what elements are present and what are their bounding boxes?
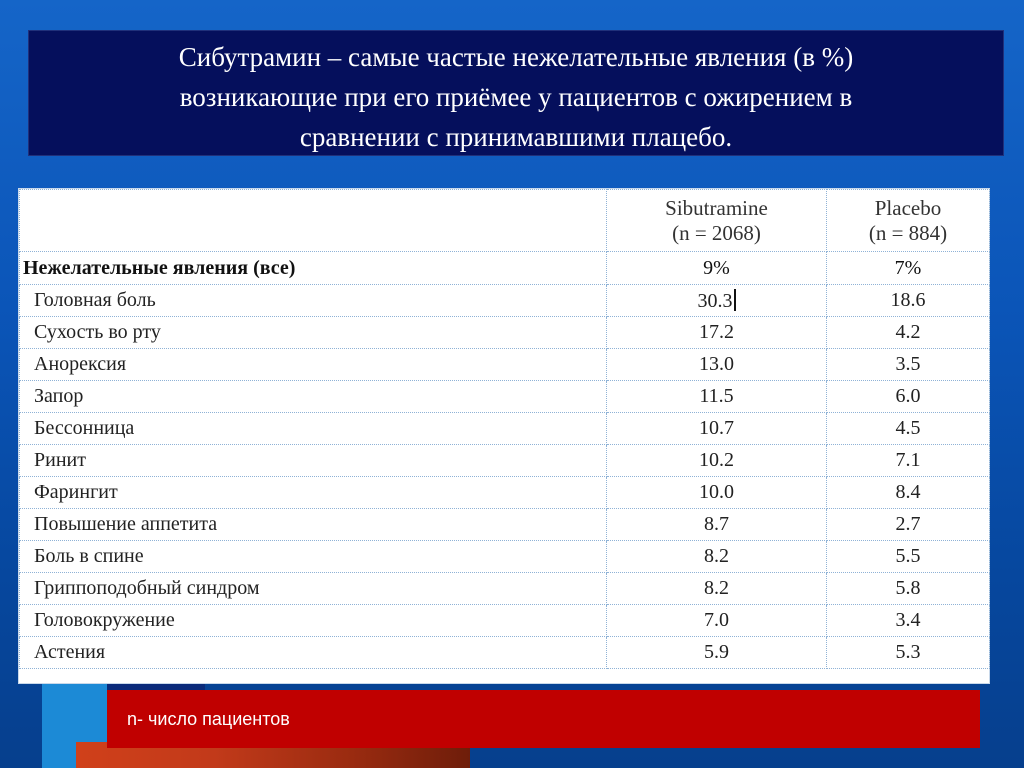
row-sibutramine-value-text: 8.7 xyxy=(704,513,729,535)
row-label xyxy=(20,541,607,573)
row-sibutramine-value xyxy=(607,541,827,573)
row-placebo-value-text: 5.8 xyxy=(895,577,921,599)
row-placebo-value-text: 4.2 xyxy=(895,321,921,343)
row-label-text: Фарингит xyxy=(34,481,118,503)
row-label-text: Ринит xyxy=(34,449,86,471)
table-row-all-events xyxy=(20,252,990,285)
row-placebo-value-text: 7.1 xyxy=(895,449,921,471)
row-placebo-value xyxy=(827,317,990,349)
row-placebo-value-text: 3.4 xyxy=(895,609,921,631)
row-label-text: Головная боль xyxy=(34,289,156,311)
adverse-events-table xyxy=(18,188,990,684)
row-placebo-value xyxy=(827,637,990,669)
row-placebo-value xyxy=(827,477,990,509)
row-placebo-value-text: 2.7 xyxy=(895,513,921,535)
row-label-text: Гриппоподобный синдром xyxy=(34,577,260,599)
header-sibutramine-name: Sibutramine xyxy=(665,195,768,220)
row-placebo-value xyxy=(827,509,990,541)
row-sibutramine-value xyxy=(607,285,827,317)
row-placebo-value xyxy=(827,605,990,637)
row-sibutramine-value-text: 17.2 xyxy=(699,321,734,343)
table-row xyxy=(20,605,990,637)
table-row xyxy=(20,381,990,413)
row-sibutramine-value-text: 5.9 xyxy=(704,641,729,663)
table-row xyxy=(20,541,990,573)
row-label xyxy=(20,637,607,669)
table-row xyxy=(20,413,990,445)
row-sibutramine-value xyxy=(607,445,827,477)
row-sibutramine-value xyxy=(607,637,827,669)
title-line-3: сравнении с принимавшими плацебо. xyxy=(299,122,733,152)
all-events-placebo: 7% xyxy=(827,252,990,285)
row-label-text: Повышение аппетита xyxy=(34,513,218,535)
header-placebo-n: (n = 884) xyxy=(868,220,948,245)
row-placebo-value xyxy=(827,349,990,381)
row-label-text: Головокружение xyxy=(34,609,175,631)
title-line-2: возникающие при его приёмее у пациентов с ожирением в xyxy=(179,82,853,112)
row-label-text: Астения xyxy=(34,641,106,663)
row-sibutramine-value-text: 7.0 xyxy=(704,609,729,631)
table-row xyxy=(20,317,990,349)
row-placebo-value-text: 5.3 xyxy=(895,641,921,663)
row-placebo-value-text: 18.6 xyxy=(890,289,926,311)
row-placebo-value xyxy=(827,573,990,605)
row-label xyxy=(20,317,607,349)
row-sibutramine-value xyxy=(607,349,827,381)
row-label-text: Анорексия xyxy=(34,353,127,375)
row-placebo-value xyxy=(827,541,990,573)
row-label-text: Боль в спине xyxy=(34,545,144,567)
table-header-row xyxy=(20,190,990,252)
row-sibutramine-value-text: 8.2 xyxy=(704,577,729,599)
row-placebo-value-text: 5.5 xyxy=(895,545,921,567)
row-placebo-value xyxy=(827,413,990,445)
row-label xyxy=(20,509,607,541)
row-sibutramine-value-text: 30.3 xyxy=(697,289,733,312)
row-label xyxy=(20,413,607,445)
table-row xyxy=(20,509,990,541)
header-sibutramine-n: (n = 2068) xyxy=(672,220,761,245)
row-sibutramine-value-text: 8.2 xyxy=(704,545,729,567)
table-row xyxy=(20,573,990,605)
header-placebo-name: Placebo xyxy=(874,195,942,220)
row-label xyxy=(20,285,607,317)
row-sibutramine-value-text: 10.7 xyxy=(699,417,734,439)
table-row xyxy=(20,477,990,509)
row-sibutramine-value xyxy=(607,381,827,413)
row-label xyxy=(20,349,607,381)
row-sibutramine-value xyxy=(607,509,827,541)
row-sibutramine-value-text: 13.0 xyxy=(699,353,734,375)
row-placebo-value-text: 4.5 xyxy=(895,417,921,439)
row-sibutramine-value xyxy=(607,605,827,637)
row-placebo-value-text: 3.5 xyxy=(895,353,921,375)
row-placebo-value xyxy=(827,381,990,413)
row-placebo-value-text: 6.0 xyxy=(895,385,921,407)
header-empty-cell xyxy=(20,190,607,252)
footnote-box xyxy=(107,690,980,748)
row-sibutramine-value xyxy=(607,413,827,445)
table-row xyxy=(20,637,990,669)
row-label xyxy=(20,605,607,637)
table-row xyxy=(20,349,990,381)
title-line-1: Сибутрамин – самые частые нежелательные явления (в %) xyxy=(178,42,854,72)
table-row xyxy=(20,445,990,477)
row-sibutramine-value-text: 10.2 xyxy=(699,449,734,471)
row-label-text: Запор xyxy=(34,385,84,407)
header-placebo xyxy=(827,190,990,252)
row-sibutramine-value xyxy=(607,477,827,509)
row-placebo-value-text: 8.4 xyxy=(895,481,921,503)
row-placebo-value xyxy=(827,445,990,477)
row-sibutramine-value xyxy=(607,317,827,349)
row-label xyxy=(20,445,607,477)
row-sibutramine-value xyxy=(607,573,827,605)
all-events-sibutramine: 9% xyxy=(607,252,827,285)
row-placebo-value xyxy=(827,285,990,317)
row-sibutramine-value-text: 11.5 xyxy=(699,385,734,407)
row-sibutramine-value-text: 10.0 xyxy=(699,481,734,503)
all-events-label: Нежелательные явления (все) xyxy=(20,252,607,285)
header-sibutramine xyxy=(607,190,827,252)
row-label-text: Бессонница xyxy=(34,417,135,439)
row-label xyxy=(20,381,607,413)
text-cursor xyxy=(734,289,736,311)
row-label-text: Сухость во рту xyxy=(34,321,161,343)
slide-title xyxy=(28,30,1004,156)
table-row xyxy=(20,285,990,317)
row-label xyxy=(20,477,607,509)
row-label xyxy=(20,573,607,605)
footnote-text: n- число пациентов xyxy=(127,709,290,729)
